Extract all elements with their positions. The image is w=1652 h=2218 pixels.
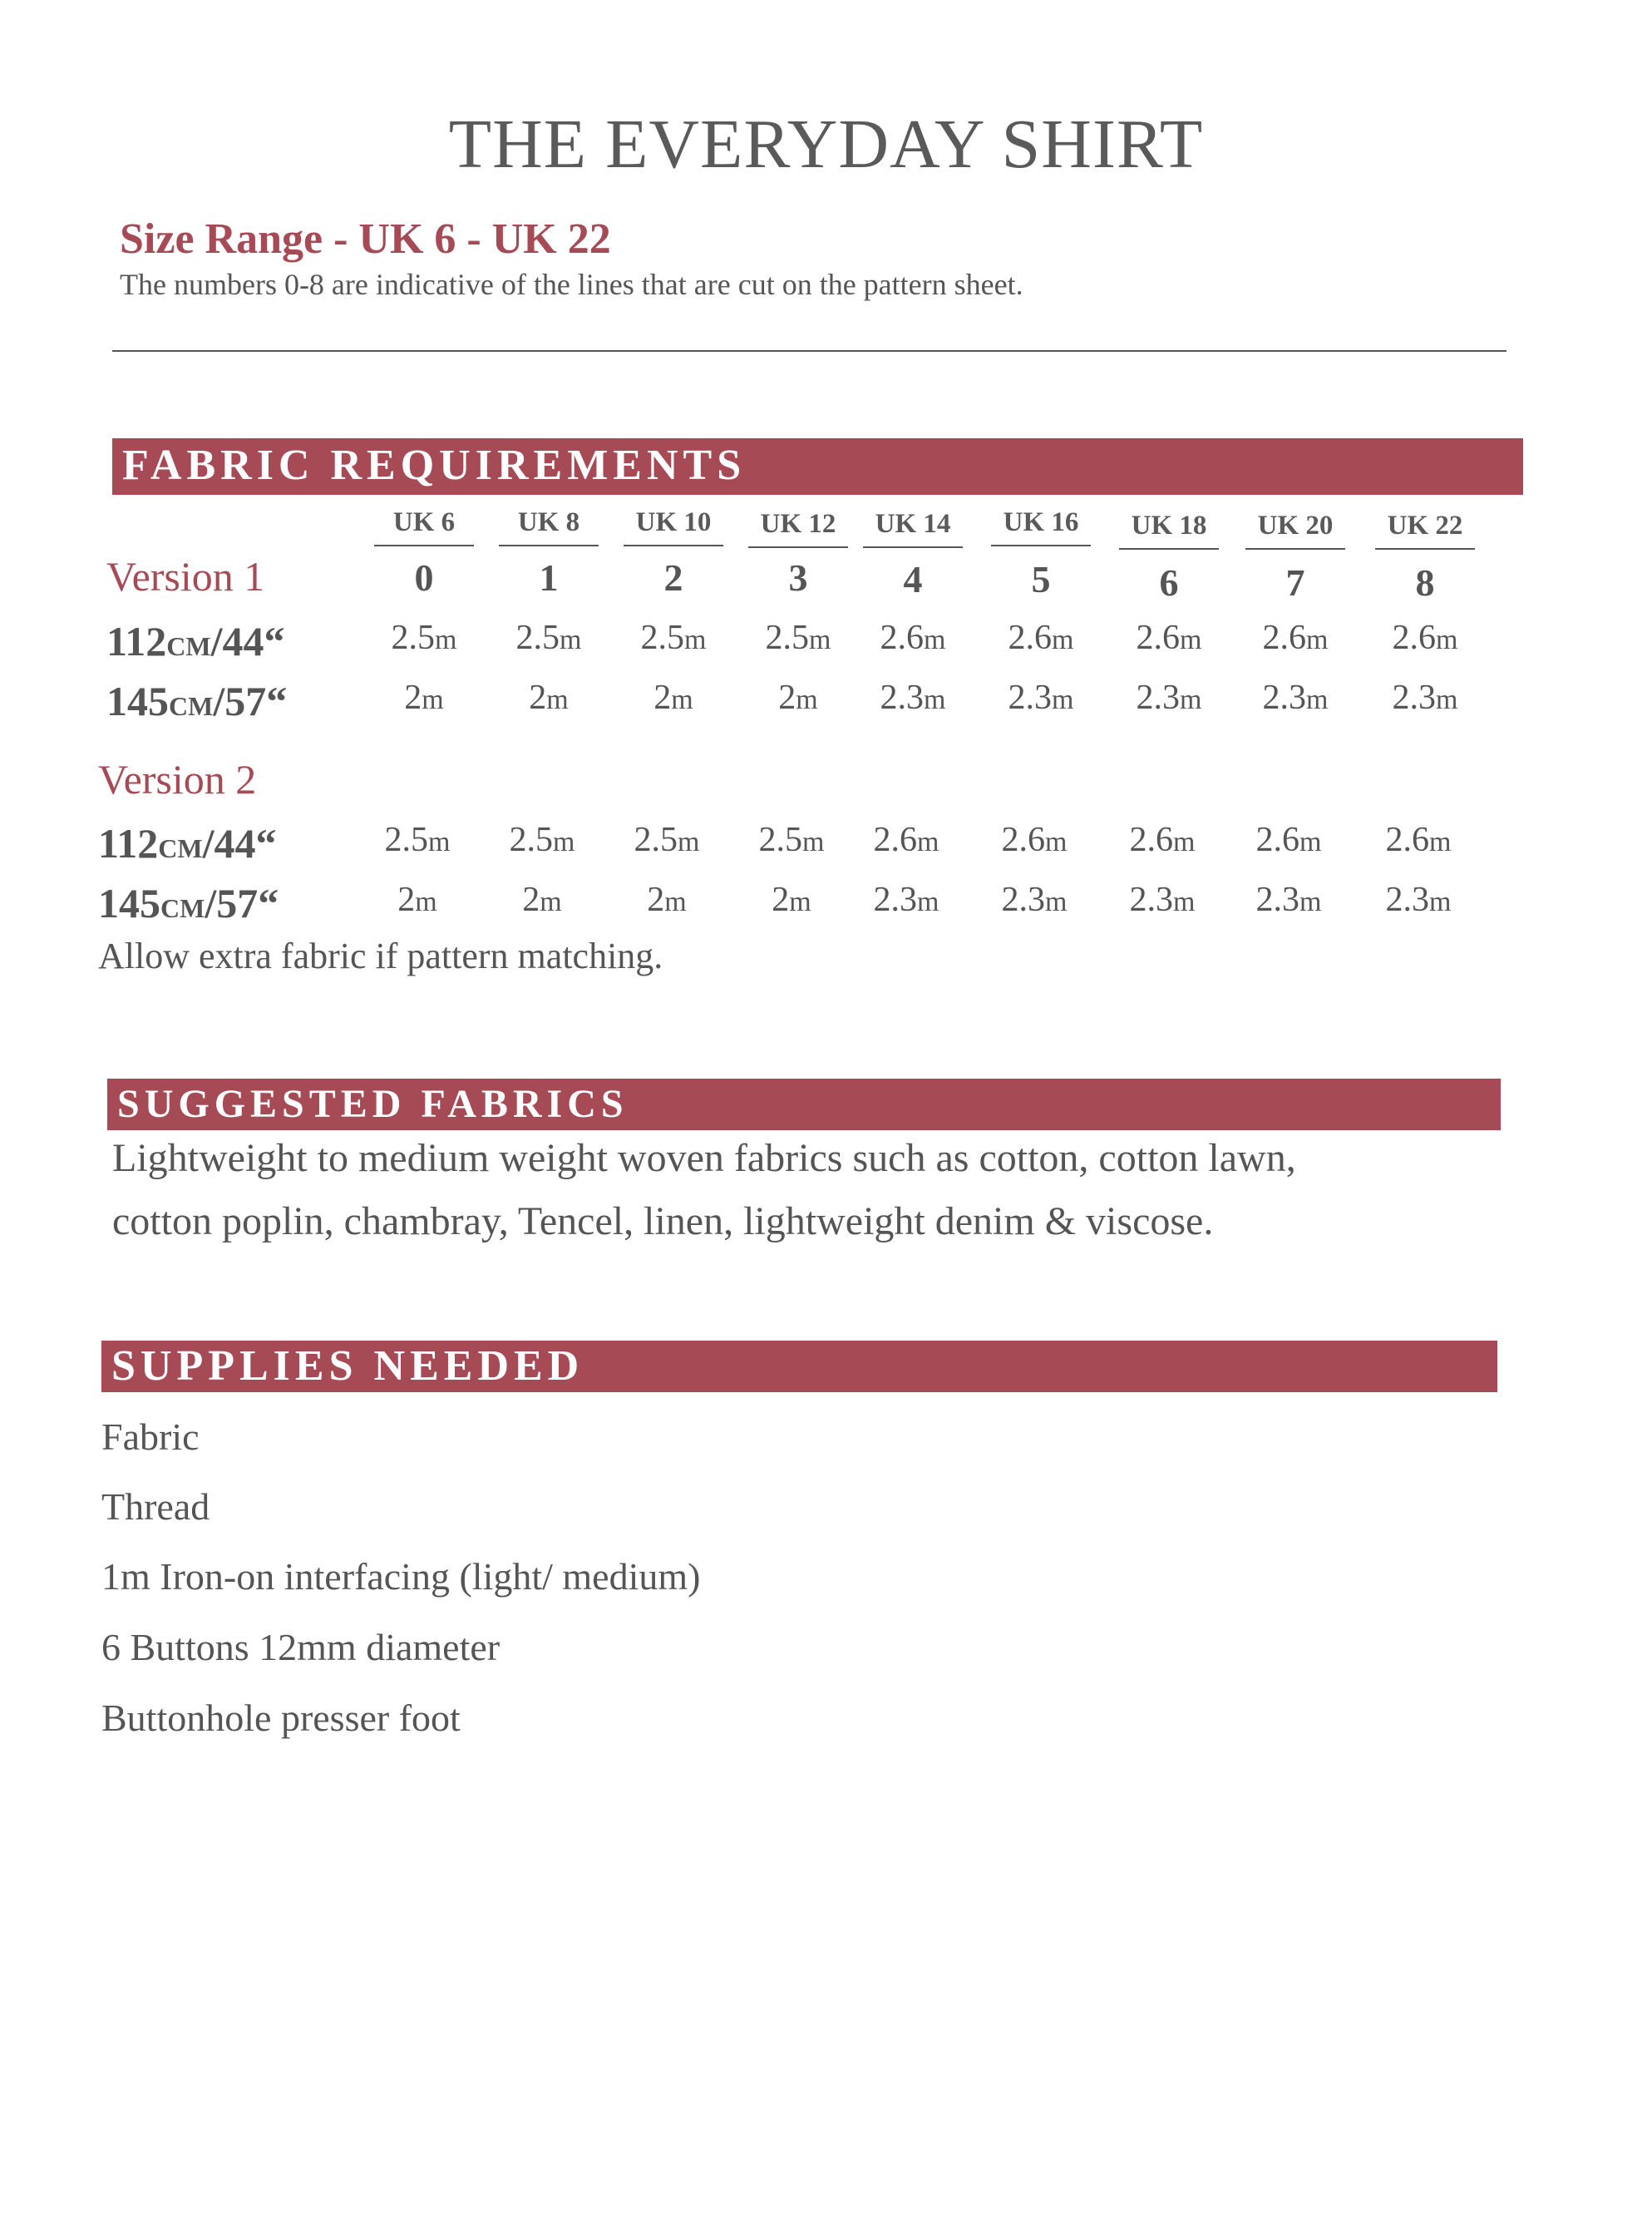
- fabric-amount-cell: [855, 680, 971, 715]
- suggested-fabrics-text-line: cotton poplin, chambray, Tencel, linen, lightweight denim & viscose.: [112, 1199, 1214, 1243]
- fabric-amount-unit: m: [1173, 827, 1196, 857]
- fabric-amount-unit: m: [1429, 827, 1452, 857]
- supplies-needed-heading: SUPPLIES NEEDED: [111, 1342, 584, 1390]
- size-column-header: UK 16: [991, 509, 1091, 546]
- fabric-amount-cell: [615, 620, 732, 655]
- width-cm-value: 145: [98, 880, 160, 926]
- fabric-amount-value: 2: [397, 881, 416, 919]
- supply-item: 1m Iron-on interfacing (light/ medium): [101, 1555, 701, 1598]
- version-label: Version 2: [98, 756, 257, 803]
- fabric-amount-cell: [740, 680, 856, 715]
- fabric-amount-unit: m: [1306, 684, 1329, 715]
- fabric-amount-cell: [609, 822, 725, 857]
- fabric-amount-unit: m: [1180, 684, 1202, 715]
- suggested-fabrics-bar: [107, 1079, 1501, 1130]
- pattern-line-number: 0: [414, 556, 434, 599]
- fabric-amount-value: 2.3: [1255, 881, 1300, 919]
- fabric-amount-cell: [1111, 620, 1227, 655]
- fabric-amount-cell: [615, 680, 732, 715]
- fabric-width-label: [106, 680, 287, 722]
- fabric-amount-value: 2: [772, 881, 790, 919]
- fabric-amount-cell: [740, 620, 856, 655]
- fabric-width-label: [98, 820, 277, 867]
- page-title: THE EVERYDAY SHIRT: [448, 106, 1204, 183]
- width-inch-value: /57“: [213, 678, 288, 724]
- divider-line: [112, 350, 1507, 352]
- fabric-amount-unit: m: [917, 887, 939, 917]
- fabric-amount-cell: [366, 680, 482, 715]
- fabric-amount-value: 2.6: [1255, 821, 1300, 859]
- fabric-amount-unit: m: [553, 827, 575, 857]
- width-cm-unit: CM: [166, 631, 211, 661]
- fabric-amount-cell: [1111, 680, 1227, 715]
- fabric-amount-unit: m: [560, 625, 582, 655]
- fabric-amount-value: 2: [404, 679, 422, 717]
- fabric-amount-cell: [1237, 680, 1354, 715]
- fabric-amount-unit: m: [796, 684, 818, 715]
- fabric-amount-unit: m: [1045, 887, 1068, 917]
- fabric-amount-unit: m: [1306, 625, 1329, 655]
- fabric-amount-value: 2: [522, 881, 540, 919]
- fabric-amount-unit: m: [1429, 887, 1452, 917]
- fabric-amount-cell: [491, 620, 607, 655]
- fabric-amount-cell: [848, 882, 964, 917]
- fabric-amount-value: 2.5: [640, 619, 685, 657]
- fabric-amount-value: 2.3: [1262, 679, 1307, 717]
- fabric-requirements-bar: [112, 438, 1523, 495]
- size-column-header: UK 8: [499, 509, 599, 546]
- fabric-amount-value: 2.6: [1262, 619, 1307, 657]
- fabric-amount-unit: m: [1052, 684, 1074, 715]
- fabric-amount-unit: m: [1173, 887, 1196, 917]
- fabric-amount-value: 2.3: [1129, 881, 1174, 919]
- fabric-amount-value: 2.5: [384, 821, 429, 859]
- fabric-amount-value: 2.6: [1136, 619, 1181, 657]
- fabric-amount-cell: [1360, 822, 1477, 857]
- fabric-amount-value: 2.5: [509, 821, 554, 859]
- fabric-amount-value: 2.6: [1008, 619, 1053, 657]
- fabric-amount-cell: [491, 680, 607, 715]
- version-label: Version 1: [106, 553, 265, 600]
- fabric-amount-unit: m: [917, 827, 939, 857]
- fabric-amount-cell: [1360, 882, 1477, 917]
- pattern-matching-note: Allow extra fabric if pattern matching.: [98, 936, 663, 976]
- fabric-amount-cell: [484, 882, 600, 917]
- fabric-amount-value: 2.3: [1385, 881, 1430, 919]
- fabric-amount-value: 2.3: [873, 881, 918, 919]
- fabric-amount-value: 2.6: [1001, 821, 1046, 859]
- fabric-amount-value: 2.5: [765, 619, 810, 657]
- fabric-amount-unit: m: [684, 625, 707, 655]
- fabric-amount-value: 2.6: [1129, 821, 1174, 859]
- fabric-amount-unit: m: [422, 684, 444, 715]
- fabric-amount-value: 2.3: [1008, 679, 1053, 717]
- fabric-amount-value: 2: [653, 679, 672, 717]
- fabric-amount-unit: m: [415, 887, 437, 917]
- width-inch-value: /57“: [205, 880, 279, 926]
- size-range-heading: Size Range - UK 6 - UK 22: [120, 215, 611, 263]
- fabric-amount-value: 2: [529, 679, 547, 717]
- fabric-amount-unit: m: [435, 625, 457, 655]
- size-column-header: UK 12: [748, 511, 848, 548]
- fabric-amount-cell: [1367, 680, 1483, 715]
- fabric-amount-unit: m: [809, 625, 831, 655]
- fabric-amount-unit: m: [1180, 625, 1202, 655]
- fabric-amount-value: 2.5: [634, 821, 678, 859]
- width-cm-unit: CM: [169, 691, 214, 721]
- fabric-amount-value: 2: [647, 881, 665, 919]
- pattern-line-number: 6: [1159, 561, 1179, 604]
- fabric-amount-cell: [366, 620, 482, 655]
- pattern-line-number: 5: [1031, 558, 1051, 600]
- fabric-amount-value: 2.3: [1136, 679, 1181, 717]
- fabric-amount-unit: m: [1045, 827, 1068, 857]
- width-cm-value: 145: [106, 678, 169, 724]
- supply-item: Thread: [101, 1485, 210, 1528]
- supplies-needed-bar: [101, 1341, 1497, 1392]
- width-cm-unit: CM: [158, 833, 203, 863]
- fabric-amount-cell: [1230, 822, 1347, 857]
- fabric-amount-value: 2.6: [1392, 619, 1437, 657]
- fabric-amount-value: 2.3: [880, 679, 925, 717]
- supply-item: Fabric: [101, 1415, 200, 1458]
- fabric-amount-unit: m: [1436, 684, 1458, 715]
- fabric-amount-unit: m: [802, 827, 825, 857]
- fabric-amount-cell: [1230, 882, 1347, 917]
- width-cm-value: 112: [98, 820, 159, 867]
- fabric-amount-cell: [1367, 620, 1483, 655]
- fabric-amount-unit: m: [546, 684, 569, 715]
- pattern-line-number: 1: [539, 556, 559, 599]
- fabric-amount-value: 2.6: [880, 619, 925, 657]
- fabric-amount-value: 2.5: [758, 821, 803, 859]
- fabric-amount-unit: m: [664, 887, 687, 917]
- width-cm-unit: CM: [160, 893, 205, 923]
- fabric-amount-cell: [359, 822, 476, 857]
- fabric-amount-cell: [609, 882, 725, 917]
- fabric-requirements-heading: FABRIC REQUIREMENTS: [122, 442, 747, 489]
- fabric-amount-unit: m: [789, 887, 811, 917]
- fabric-amount-unit: m: [540, 887, 562, 917]
- supply-item: Buttonhole presser foot: [101, 1697, 461, 1739]
- fabric-amount-value: 2.6: [1385, 821, 1430, 859]
- fabric-amount-unit: m: [1299, 887, 1322, 917]
- width-cm-value: 112: [106, 618, 167, 664]
- fabric-width-label: [98, 882, 279, 924]
- fabric-amount-value: 2.6: [873, 821, 918, 859]
- fabric-amount-unit: m: [1299, 827, 1322, 857]
- size-column-header: UK 6: [374, 509, 474, 546]
- size-column-header: UK 20: [1245, 512, 1345, 550]
- suggested-fabrics-heading: SUGGESTED FABRICS: [117, 1082, 629, 1126]
- fabric-amount-cell: [1237, 620, 1354, 655]
- size-range-note: The numbers 0-8 are indicative of the lines that are cut on the pattern sheet.: [120, 268, 1023, 301]
- fabric-amount-unit: m: [924, 684, 946, 715]
- size-column-header: UK 10: [624, 509, 723, 546]
- size-column-header: UK 14: [863, 511, 963, 548]
- fabric-amount-value: 2.3: [1392, 679, 1437, 717]
- size-column-header: UK 18: [1119, 512, 1219, 550]
- fabric-amount-value: 2.3: [1001, 881, 1046, 919]
- supply-item: 6 Buttons 12mm diameter: [101, 1626, 501, 1668]
- pattern-line-number: 7: [1285, 561, 1305, 604]
- fabric-width-label: [106, 620, 284, 662]
- fabric-amount-cell: [976, 882, 1092, 917]
- fabric-amount-value: 2.5: [515, 619, 560, 657]
- pattern-line-number: 8: [1415, 561, 1435, 604]
- fabric-amount-cell: [733, 822, 850, 857]
- fabric-amount-cell: [983, 680, 1099, 715]
- suggested-fabrics-text-line: Lightweight to medium weight woven fabrics such as cotton, cotton lawn,: [112, 1136, 1296, 1180]
- fabric-amount-unit: m: [671, 684, 693, 715]
- pattern-line-number: 3: [788, 556, 808, 599]
- fabric-amount-cell: [484, 822, 600, 857]
- fabric-amount-unit: m: [678, 827, 700, 857]
- fabric-amount-value: 2: [778, 679, 796, 717]
- width-inch-value: /44“: [210, 618, 285, 664]
- fabric-amount-value: 2.5: [391, 619, 436, 657]
- size-column-header: UK 22: [1375, 512, 1475, 550]
- fabric-amount-unit: m: [924, 625, 946, 655]
- fabric-amount-cell: [976, 822, 1092, 857]
- pattern-line-number: 2: [663, 556, 683, 599]
- fabric-amount-cell: [1104, 822, 1221, 857]
- fabric-amount-cell: [848, 822, 964, 857]
- fabric-amount-unit: m: [1436, 625, 1458, 655]
- fabric-amount-cell: [983, 620, 1099, 655]
- width-inch-value: /44“: [202, 820, 277, 867]
- fabric-amount-cell: [733, 882, 850, 917]
- fabric-amount-unit: m: [428, 827, 451, 857]
- fabric-amount-unit: m: [1052, 625, 1074, 655]
- fabric-amount-cell: [359, 882, 476, 917]
- fabric-amount-cell: [1104, 882, 1221, 917]
- pattern-line-number: 4: [903, 558, 923, 600]
- fabric-amount-cell: [855, 620, 971, 655]
